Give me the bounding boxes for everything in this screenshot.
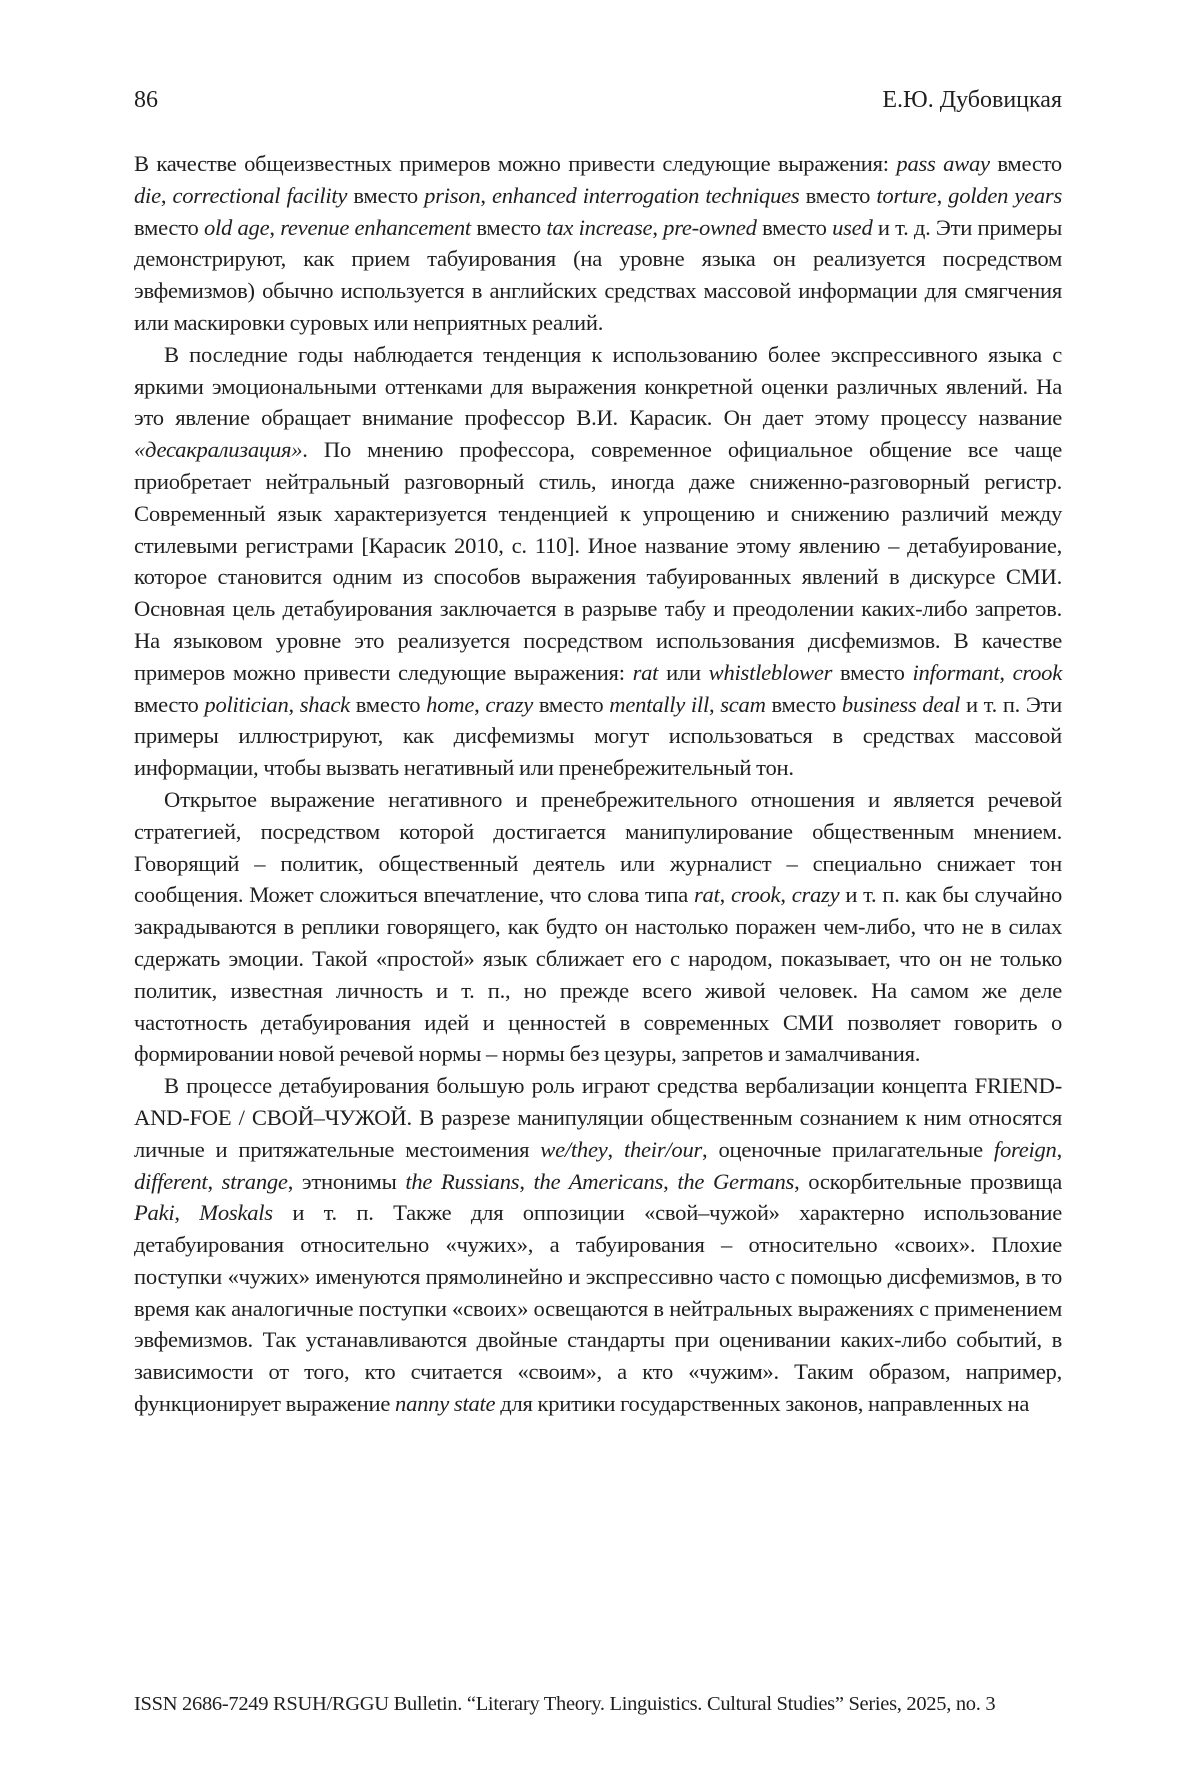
text-run: , <box>207 1168 222 1194</box>
text-run: вместо <box>799 182 877 208</box>
text-run: В качестве общеизвестных примеров можно привести следующие выражения: <box>134 151 897 176</box>
italic-run: die <box>134 182 161 208</box>
page-number: 86 <box>134 87 158 113</box>
italic-run: the Germans <box>677 1168 795 1194</box>
italic-run: mentally ill <box>609 691 709 717</box>
italic-run: prison <box>424 182 481 208</box>
italic-run: «десакрализация» <box>134 437 303 463</box>
italic-run: used <box>832 214 873 240</box>
italic-run: rat <box>632 659 659 685</box>
text-run: вместо <box>349 691 427 717</box>
running-head-author: Е.Ю. Дубовицкая <box>882 87 1062 113</box>
text-run: и т. п. как бы случайно закрадываются в реплики говорящего, как будто он настолько поражен чем-либо, что не в силах сдержать эмоции. Такой «простой» язык сближает его с народом, показывает, что он не только политик, известная личность и т. п., но прежде всего живой человек. На самом же деле частотность детабуирования идей и ценностей в современных СМИ позволяет говорить о формировании новой речевой нормы – нормы без цезуры, запретов и замалчивания. <box>134 882 1062 1067</box>
italic-run: the Americans <box>533 1168 664 1194</box>
paragraph <box>134 1070 1062 1420</box>
italic-run: tax increase <box>546 214 653 240</box>
text-run: , <box>480 182 492 208</box>
text-run: , оценочные прилагательные <box>702 1136 994 1162</box>
italic-run: enhanced interrogation techniques <box>491 182 800 208</box>
italic-run: shack <box>299 691 350 717</box>
italic-run: correctional facility <box>172 182 348 208</box>
text-run: , <box>709 691 721 717</box>
text-run: для критики государственных законов, направленных на <box>495 1391 1030 1417</box>
text-run: , <box>936 182 949 208</box>
running-head <box>134 86 1062 114</box>
text-run: , <box>607 1136 624 1162</box>
text-run: вместо <box>765 691 842 717</box>
text-run: , оскорбительные прозвища <box>794 1168 1063 1194</box>
italic-run: rat <box>694 882 720 908</box>
text-run: В последние годы наблюдается тенденция к использованию более экспрессивного языка с яркими эмоциональными оттенками для выражения конкретной оценки различных явлений. На это явление обращает внимание профессор В.И. Карасик. Он дает этому процессу название <box>134 341 1062 431</box>
paragraph <box>134 784 1062 1070</box>
italic-run: Paki <box>134 1200 175 1226</box>
paragraph <box>134 339 1062 784</box>
text-run: . По мнению профессора, современное официальное общение все чаще приобретает нейтральный разговорный стиль, иногда даже сниженно-разговорный регистр. Современный язык характеризуется тенденцией к упрощению и снижению различий между стилевыми регистрами [Карасик 2010, с. 110]. Иное название этому явлению – детабуирование, которое становится одним из способов выражения табуированных явлений в дискурсе СМИ. Основная цель детабуирования заключается в разрыве табу и преодолении каких-либо запретов. На языковом уровне это реализуется посредством использования дисфемизмов. В качестве примеров можно привести следующие выражения: <box>134 437 1062 685</box>
text-run: и т. п. Эти примеры иллюстрируют, как дисфемизмы могут использоваться в средствах массовой информации, чтобы вызвать негативный или пренебрежительный тон. <box>134 691 1063 781</box>
paragraph <box>134 148 1062 339</box>
text-run: вместо <box>533 691 610 717</box>
article-body <box>134 148 1062 1420</box>
italic-run: golden years <box>948 182 1063 208</box>
text-run: , <box>780 882 792 908</box>
italic-run: pre-owned <box>663 214 757 240</box>
text-run: , <box>652 214 664 240</box>
text-run: , <box>288 691 300 717</box>
italic-run: foreign <box>993 1136 1057 1162</box>
text-run: вместо <box>756 214 833 240</box>
italic-run: the Russians <box>405 1168 520 1194</box>
text-run: и т. д. Эти примеры демонстрируют, как прием табуирования (на уровне языка он реализуется посредством эвфемизмов) обычно используется в английских средствах массовой информации для смягчения или маскировки суровых или неприятных реалий. <box>134 214 1063 335</box>
text-run: В процессе детабуирования большую роль играют средства вербализации концепта FRIEND-AND-FOE / СВОЙ–ЧУЖОЙ. В разрезе манипуляции общественным сознанием к ним относятся личные и притяжательные местоимения <box>134 1073 1062 1162</box>
italic-run: crazy <box>791 882 840 908</box>
text-run: вместо <box>989 151 1062 176</box>
text-run: , <box>474 691 486 717</box>
text-run: , <box>999 659 1013 685</box>
italic-run: crook <box>730 882 781 908</box>
italic-run: scam <box>720 691 766 717</box>
italic-run: strange <box>221 1168 288 1194</box>
text-run: вместо <box>347 182 425 208</box>
italic-run: crook <box>1012 659 1062 685</box>
italic-run: old age <box>203 214 270 240</box>
text-run: вместо <box>470 214 547 240</box>
italic-run: torture <box>876 182 937 208</box>
italic-run: we/they <box>540 1136 608 1162</box>
italic-run: pass away <box>896 151 990 176</box>
text-run: Открытое выражение негативного и пренебрежительного отношения и является речевой стратегией, посредством которой достигается манипулирование общественным мнением. Говорящий – политик, общественный деятель или журналист – специально снижает тон сообщения. Может сложиться впечатление, что слова типа <box>134 786 1062 908</box>
text-run: , <box>269 214 281 240</box>
italic-run: business deal <box>841 691 961 717</box>
text-run: , <box>160 182 173 208</box>
text-run: и т. п. Также для оппозиции «свой–чужой» характерно использование детабуирования относительно «чужих», а табуирования – относительно «своих». Плохие поступки «чужих» именуются прямолинейно и экспрессивно часто с помощью дисфемизмов, в то время как аналогичные поступки «своих» освещаются в нейтральных выражениях с применением эвфемизмов. Так устанавливаются двойные стандарты при оценивании каких-либо событий, в зависимости от того, кто считается «своим», а кто «чужим». Таким образом, например, функционирует выражение <box>134 1200 1063 1417</box>
page-footer <box>134 1692 1074 1716</box>
italic-run: revenue enhancement <box>280 214 471 240</box>
italic-run: their/our <box>623 1136 703 1162</box>
italic-run: home <box>426 691 475 717</box>
text-run: , <box>1056 1136 1063 1162</box>
text-run: , <box>663 1168 678 1194</box>
text-run: , этнонимы <box>287 1168 406 1194</box>
journal-issn-line: ISSN 2686-7249 RSUH/RGGU Bulletin. “Literary Theory. Linguistics. Cultural Studies” Series, 2025, no. 3 <box>134 1693 996 1715</box>
text-run: или <box>658 659 709 685</box>
text-run: , <box>174 1200 200 1226</box>
text-run: вместо <box>134 214 204 240</box>
italic-run: informant <box>912 659 1000 685</box>
text-run: , <box>719 882 731 908</box>
italic-run: politician <box>204 691 289 717</box>
text-run: вместо <box>134 691 205 717</box>
italic-run: different <box>134 1168 208 1194</box>
text-run: , <box>519 1168 534 1194</box>
italic-run: crazy <box>485 691 534 717</box>
italic-run: Moskals <box>199 1200 273 1226</box>
italic-run: whistleblower <box>708 659 833 685</box>
italic-run: nanny state <box>395 1391 496 1417</box>
text-run: вместо <box>832 659 913 685</box>
